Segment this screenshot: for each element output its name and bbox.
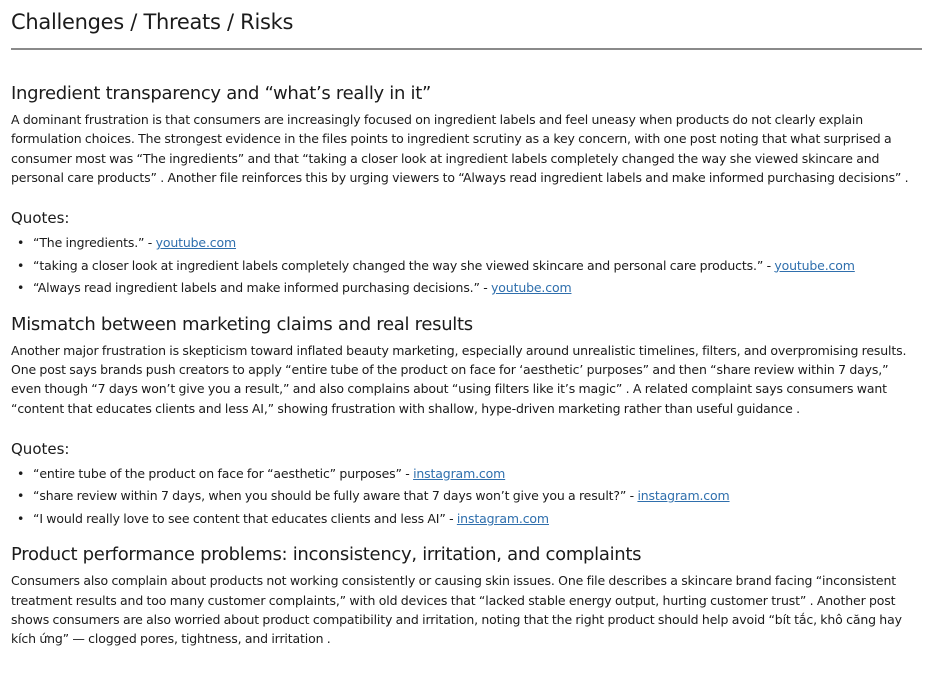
quotes-block [11, 209, 919, 300]
quotes-label: Quotes: [11, 439, 70, 458]
quotes-list [11, 463, 919, 531]
bullet: • [17, 465, 25, 481]
section-product-performance [11, 544, 919, 648]
source-link[interactable]: instagram.com [637, 488, 730, 504]
quotes-label: Quotes: [11, 209, 70, 228]
quote-item [11, 255, 919, 278]
quote-text: “taking a closer look at ingredient labels completely changed the way she viewed skincare and personal care products.” - [33, 257, 775, 273]
quote-item [11, 277, 919, 300]
source-link[interactable]: youtube.com [491, 280, 572, 296]
bullet: • [17, 257, 25, 273]
source-link[interactable]: instagram.com [413, 465, 506, 481]
section-heading: Product performance problems: inconsistency, irritation, and complaints [11, 544, 642, 566]
section-ingredient-transparency [11, 83, 919, 187]
source-link[interactable]: instagram.com [456, 510, 549, 526]
section-body: Another major frustration is skepticism toward inflated beauty marketing, especially around unrealistic timelines, filters, and overpromising results. One post says brands push creators to apply “entire tube of the product on face for ‘aesthetic’ purposes” and then “share review within 7 days,” even though “7 days won’t give you a result,” and also complains about “using filters like it’s magic” . A related complaint says consumers want “content that educates clients and less AI,” showing frustration with shallow, hype-driven marketing rather than useful guidance . [11, 342, 907, 416]
quote-item [11, 485, 919, 508]
page-title: Challenges / Threats / Risks [11, 10, 294, 34]
quote-text: “share review within 7 days, when you should be fully aware that 7 days won’t give you a result?” - [33, 488, 638, 504]
section-heading: Ingredient transparency and “what’s really in it” [11, 83, 432, 104]
quote-item [11, 508, 919, 531]
quotes-list [11, 232, 919, 300]
source-link[interactable]: youtube.com [155, 235, 237, 251]
quote-text: “Always read ingredient labels and make informed purchasing decisions.” - [33, 280, 492, 296]
quotes-block [11, 440, 919, 531]
bullet: • [17, 235, 25, 251]
bullet: • [17, 280, 25, 296]
section-heading: Mismatch between marketing claims and real results [11, 313, 473, 335]
section-body: Consumers also complain about products not working consistently or causing skin issues. One file describes a skincare brand facing “inconsistent treatment results and too many customer complaints,” with old devices that “lacked stable energy output, hurting customer trust” . Another post shows consumers are also worried about product compatibility and irritation, noting that the right product should help avoid “bít tắc, khô căng hay kích ứng” — clogged pores, tightness, and irritation . [11, 573, 902, 647]
quote-text: “entire tube of the product on face for “aesthetic” purposes” - [33, 465, 414, 481]
quote-item [11, 232, 919, 255]
quote-text: “I would really love to see content that educates clients and less AI” - [33, 510, 457, 526]
quote-text: “The ingredients.” - [33, 235, 156, 251]
title-divider [11, 48, 922, 50]
quote-item [11, 463, 919, 486]
source-link[interactable]: youtube.com [774, 257, 855, 273]
section-marketing-mismatch [11, 314, 919, 418]
bullet: • [17, 510, 25, 526]
section-body: A dominant frustration is that consumers are increasingly focused on ingredient labels and feel uneasy when products do not clearly explain formulation choices. The strongest evidence in the files points to ingredient scrutiny as a key concern, with one post noting that what surprised a consumer most was “The ingredients” and that “taking a closer look at ingredient labels completely changed the way she viewed skincare and personal care products” . Another file reinforces this by urging viewers to “Always read ingredient labels and make informed purchasing decisions” . [11, 112, 909, 185]
bullet: • [17, 488, 25, 504]
